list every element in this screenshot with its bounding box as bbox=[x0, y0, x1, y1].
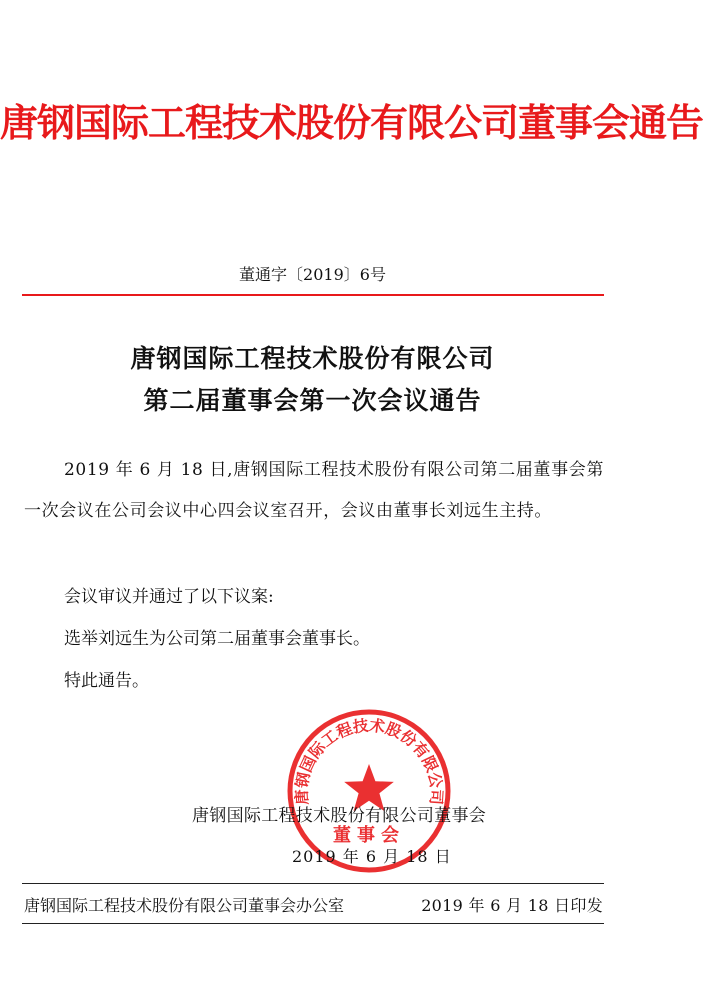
document-title-line-1: 唐钢国际工程技术股份有限公司 bbox=[130, 344, 495, 373]
body-paragraph-closing: 特此通告。 bbox=[64, 671, 149, 691]
body-paragraph-resolution: 选举刘远生为公司第二届董事会董事长。 bbox=[64, 629, 370, 649]
document-title-line-2: 第二届董事会第一次会议通告 bbox=[143, 386, 482, 415]
body-paragraph-meeting: 2019 年 6 月 18 日,唐钢国际工程技术股份有限公司第二届董事会第一次会议在公司会议中心四会议室召开，会议由董事长刘远生主持。 bbox=[24, 460, 604, 521]
signature-date: 2019 年 6 月 18 日 bbox=[292, 847, 452, 866]
footer-issue-date: 2019 年 6 月 18 日印发 bbox=[421, 896, 603, 915]
footer-top-rule bbox=[22, 883, 604, 884]
body-paragraph-resolution-intro: 会议审议并通过了以下议案: bbox=[64, 587, 274, 607]
red-divider-line bbox=[22, 294, 604, 296]
red-header-banner: 唐钢国际工程技术股份有限公司董事会通告 bbox=[0, 101, 703, 145]
seal-ring-text: 唐钢国际工程技术股份有限公司 bbox=[292, 716, 446, 806]
document-number: 董通字〔2019〕6号 bbox=[239, 265, 386, 284]
signature-organization: 唐钢国际工程技术股份有限公司董事会 bbox=[192, 806, 487, 826]
footer-issuer: 唐钢国际工程技术股份有限公司董事会办公室 bbox=[24, 896, 345, 915]
seal-center-text: 董事会 bbox=[333, 825, 405, 846]
footer-bottom-rule bbox=[22, 923, 604, 924]
